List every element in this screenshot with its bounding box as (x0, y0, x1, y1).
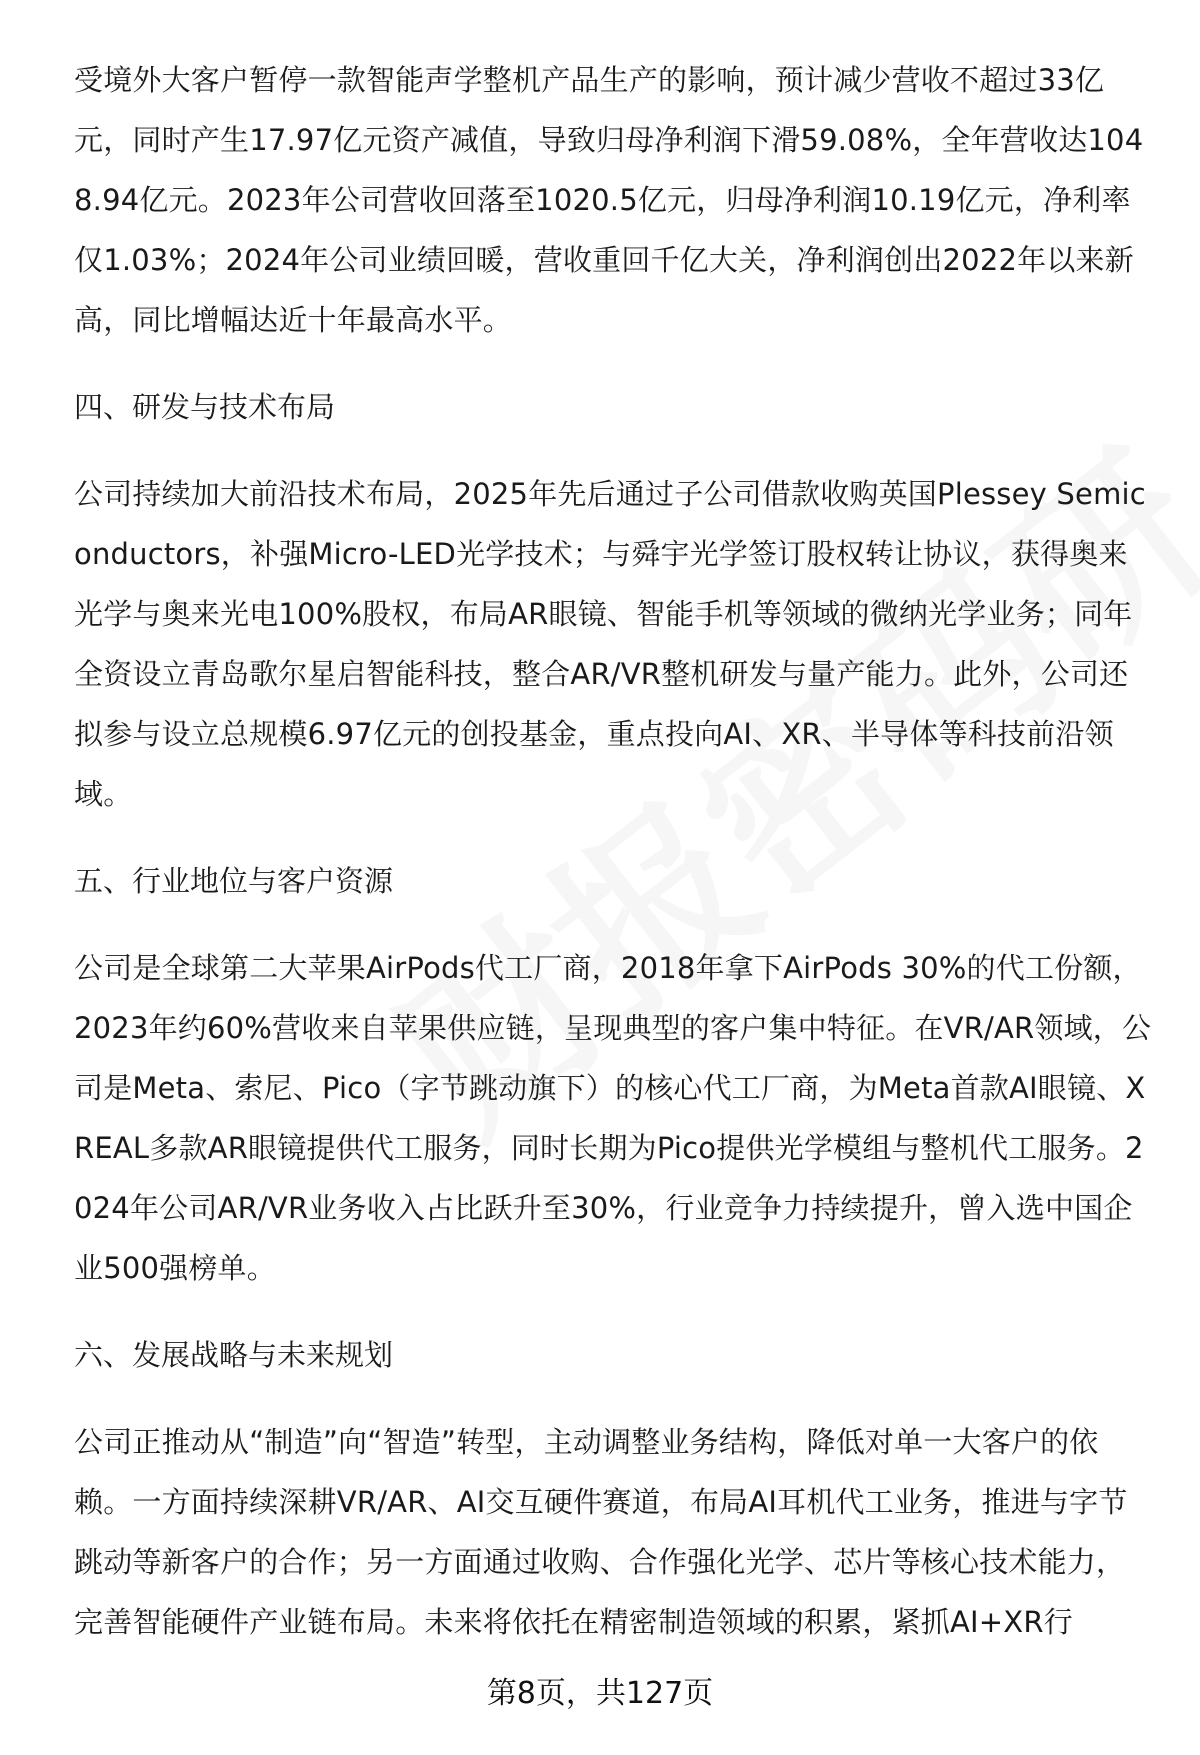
page-number: 第8页，共127页 (486, 1676, 714, 1711)
section-heading-strategy: 六、发展战略与未来规划 (74, 1338, 394, 1372)
paragraph-financial-performance: 受境外大客户暂停一款智能声学整机产品生产的影响，预计减少营收不超过33亿元，同时产生17.97亿元资产减值，导致归母净利润下滑59.08%，全年营收达1048.94亿元。2023年公司营收回落至1020.5亿元，归母净利润10.19亿元，净利率仅1.03%；2024年公司业绩回暖，营收重回千亿大关，净利润创出2022年以来新高，同比增幅达近十年最高水平。 (74, 63, 1144, 337)
section-heading-rnd: 四、研发与技术布局 (74, 390, 336, 424)
document-body (74, 50, 1152, 1679)
paragraph-industry-position: 公司是全球第二大苹果AirPods代工厂商，2018年拿下AirPods 30%的代工份额，2023年约60%营收来自苹果供应链，呈现典型的客户集中特征。在VR/AR领域，公司是Meta、索尼、Pico（字节跳动旗下）的核心代工厂商，为Meta首款AI眼镜、XREAL多款AR眼镜提供代工服务，同时长期为Pico提供光学模组与整机代工服务。2024年公司AR/VR业务收入占比跃升至30%，行业竞争力持续提升，曾入选中国企业500强榜单。 (74, 951, 1152, 1285)
paragraph-rnd-layout: 公司持续加大前沿技术布局，2025年先后通过子公司借款收购英国Plessey Semiconductors，补强Micro-LED光学技术；与舜宇光学签订股权转让协议，获得奥来光学与奥来光电100%股权，布局AR眼镜、智能手机等领域的微纳光学业务；同年全资设立青岛歌尔星启智能科技，整合AR/VR整机研发与量产能力。此外，公司还拟参与设立总规模6.97亿元的创投基金，重点投向AI、XR、半导体等科技前沿领域。 (74, 477, 1146, 811)
paragraph-strategy: 公司正推动从“制造”向“智造”转型，主动调整业务结构，降低对单一大客户的依赖。一方面持续深耕VR/AR、AI交互硬件赛道，布局AI耳机代工业务，推进与字节跳动等新客户的合作；另一方面通过收购、合作强化光学、芯片等核心技术能力，完善智能硬件产业链布局。未来将依托在精密制造领域的积累，紧抓AI+XR行 (74, 1425, 1128, 1639)
section-heading-industry-position: 五、行业地位与客户资源 (74, 864, 394, 898)
